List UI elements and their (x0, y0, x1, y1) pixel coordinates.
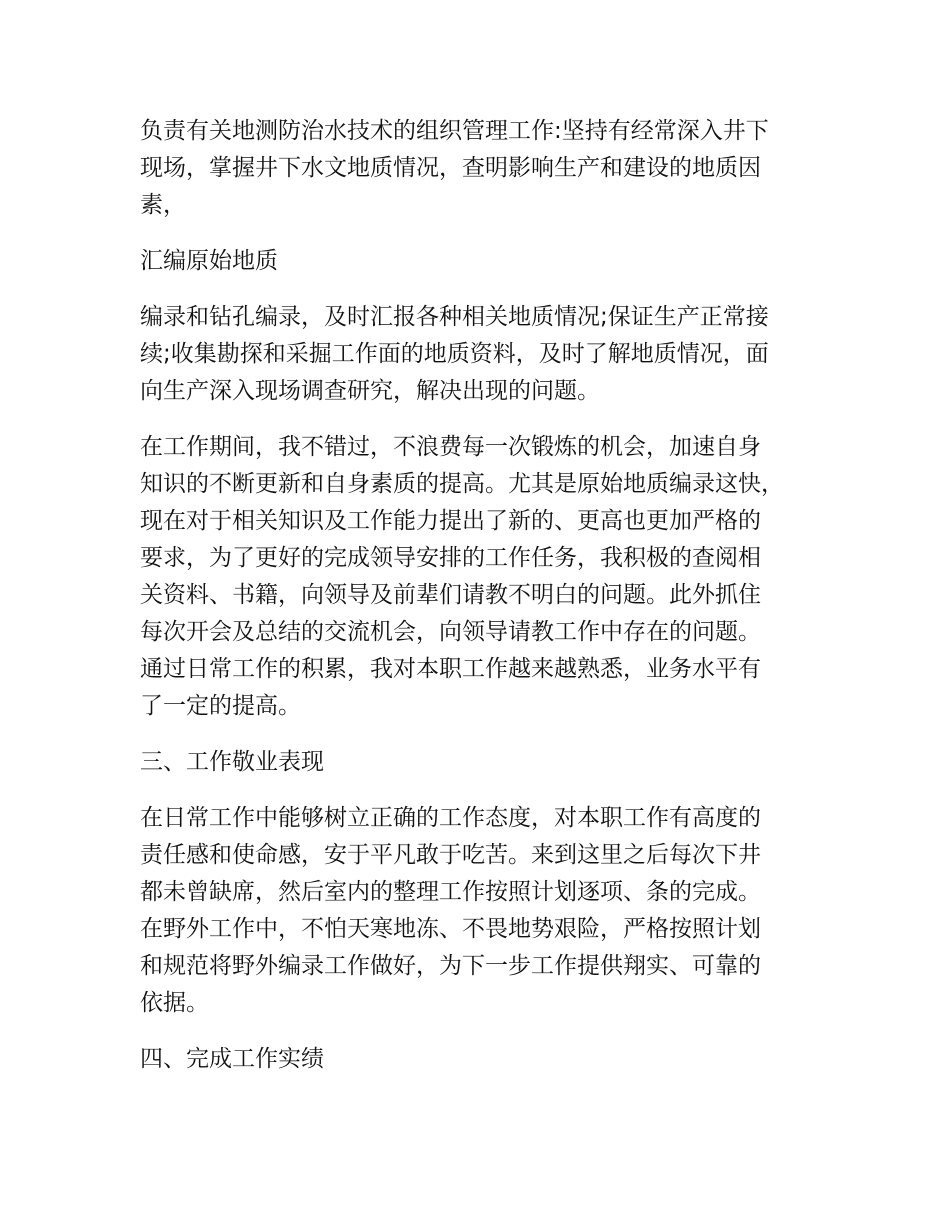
text-line: 每次开会及总结的交流机会，向领导请教工作中存在的问题。 (140, 619, 761, 645)
section-heading-4 (140, 1041, 830, 1078)
text-line: 素， (140, 192, 186, 218)
document-body (140, 113, 830, 1097)
text-line: 现场，掌握井下水文地质情况，查明影响生产和建设的地质因 (140, 155, 761, 181)
text-line: 知识的不断更新和自身素质的提高。尤其是原始地质编录这快， (140, 471, 784, 497)
paragraph-compile (140, 243, 830, 280)
text-line: 在工作期间，我不错过，不浪费每一次锻炼的机会，加速自身 (140, 434, 761, 460)
text-line: 和规范将野外编录工作做好，为下一步工作提供翔实、可靠的 (140, 953, 761, 979)
text-line: 现在对于相关知识及工作能力提出了新的、更高也更加严格的 (140, 508, 761, 534)
paragraph-learning (140, 429, 830, 725)
text-line: 在野外工作中，不怕天寒地冻、不畏地势艰险，严格按照计划 (140, 916, 761, 942)
paragraph-logging (140, 299, 830, 410)
text-line: 关资料、书籍，向领导及前辈们请教不明白的问题。此外抓住 (140, 582, 761, 608)
text-line: 编录和钻孔编录，及时汇报各种相关地质情况;保证生产正常接 (140, 304, 769, 330)
text-line: 责任感和使命感，安于平凡敢于吃苦。来到这里之后每次下井 (140, 842, 761, 868)
section-heading-3 (140, 744, 830, 781)
text-line: 通过日常工作的积累，我对本职工作越来越熟悉，业务水平有 (140, 656, 761, 682)
text-line: 负责有关地测防治水技术的组织管理工作:坚持有经常深入井下 (140, 118, 769, 144)
heading-text: 四、完成工作实绩 (140, 1046, 324, 1072)
text-line: 向生产深入现场调查研究，解决出现的问题。 (140, 378, 600, 404)
text-line: 依据。 (140, 990, 209, 1016)
text-line: 续;收集勘探和采掘工作面的地质资料，及时了解地质情况，面 (140, 341, 769, 367)
paragraph-attitude (140, 800, 830, 1022)
text-line: 都未曾缺席，然后室内的整理工作按照计划逐项、条的完成。 (140, 879, 761, 905)
text-line: 在日常工作中能够树立正确的工作态度，对本职工作有高度的 (140, 805, 761, 831)
text-line: 了一定的提高。 (140, 693, 301, 719)
text-line: 汇编原始地质 (140, 248, 278, 274)
text-line: 要求，为了更好的完成领导安排的工作任务，我积极的查阅相 (140, 545, 761, 571)
heading-text: 三、工作敬业表现 (140, 749, 324, 775)
paragraph-duties (140, 113, 830, 224)
